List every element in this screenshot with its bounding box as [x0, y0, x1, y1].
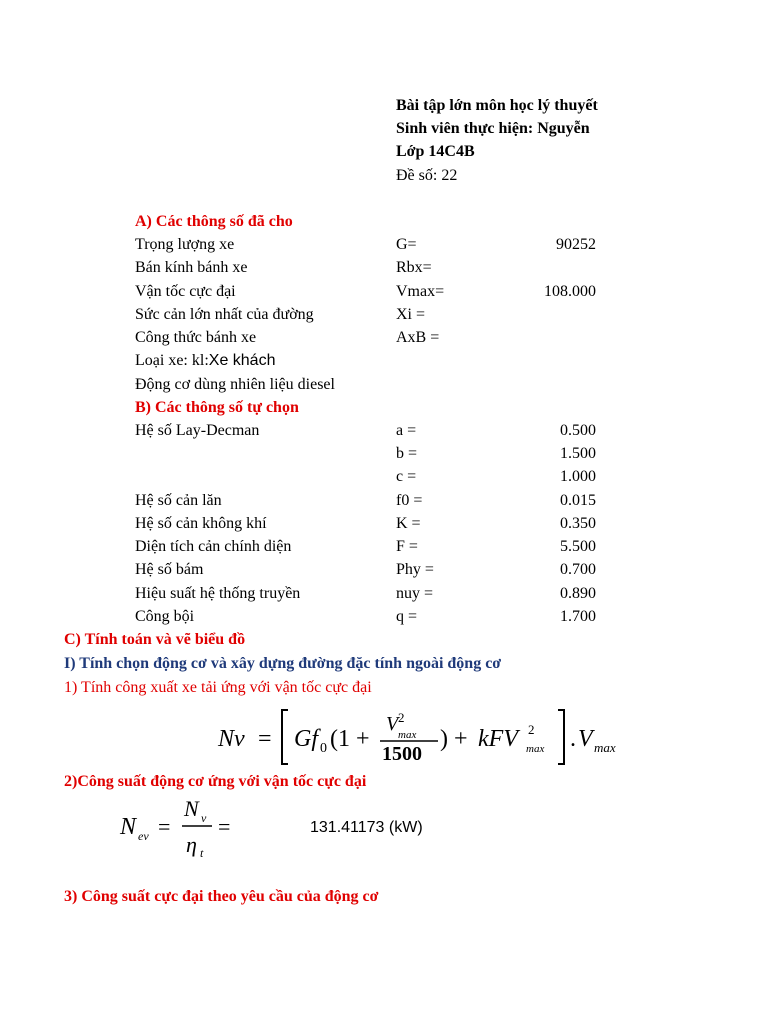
svg-text:Nv: Nv — [218, 726, 245, 752]
vehicle-type-row — [135, 351, 275, 371]
svg-text:1500: 1500 — [382, 743, 422, 765]
header-problem-number: Đề số: 22 — [396, 167, 458, 184]
svg-text:=: = — [258, 726, 272, 752]
param-value: 1.000 — [560, 468, 596, 485]
svg-text:(1 +: (1 + — [330, 726, 370, 752]
svg-text:2: 2 — [528, 722, 535, 737]
svg-text:ev: ev — [138, 829, 149, 843]
svg-text:N: N — [184, 796, 199, 821]
param-value: 1.700 — [560, 608, 596, 625]
engine-power-formula — [118, 796, 248, 862]
svg-text:Gf: Gf — [294, 726, 318, 752]
svg-text:N: N — [120, 814, 137, 840]
param-label: Sức cản lớn nhất của đường — [135, 306, 314, 323]
engine-power-result — [310, 818, 423, 838]
param-symbol: c = — [396, 468, 417, 485]
svg-text:=: = — [218, 814, 231, 839]
param-value: 1.500 — [560, 445, 596, 462]
param-label: Vận tốc cực đại — [135, 283, 236, 300]
param-symbol: b = — [396, 445, 418, 462]
param-value: 90252 — [556, 236, 596, 253]
svg-text:η: η — [186, 832, 197, 857]
param-symbol: nuy = — [396, 585, 434, 602]
nev-value: 131.41173 — [310, 819, 385, 836]
header-class: Lớp 14C4B — [396, 143, 475, 160]
nev-unit: (kW) — [388, 819, 423, 836]
svg-text:V: V — [386, 713, 399, 735]
param-symbol: AxB = — [396, 329, 440, 346]
param-label: Hiệu suất hệ thống truyền — [135, 585, 301, 602]
param-label: Hệ số cản lăn — [135, 492, 222, 509]
param-symbol: G= — [396, 236, 417, 253]
param-symbol: q = — [396, 608, 418, 625]
param-symbol: a = — [396, 422, 417, 439]
step-3-title: 3) Công suất cực đại theo yêu cầu của động cơ — [64, 888, 379, 905]
param-value: 0.015 — [560, 492, 596, 509]
svg-text:max: max — [526, 743, 545, 755]
svg-text:kFV: kFV — [478, 726, 518, 752]
param-symbol: F = — [396, 538, 418, 555]
param-value: 108.000 — [544, 283, 596, 300]
param-label: Bán kính bánh xe — [135, 259, 248, 276]
svg-text:) +: ) + — [440, 726, 468, 752]
param-symbol: f0 = — [396, 492, 423, 509]
section-b-title: B) Các thông số tự chọn — [135, 399, 299, 416]
svg-text:0: 0 — [320, 741, 327, 756]
param-value: 0.350 — [560, 515, 596, 532]
section-a-title: A) Các thông số đã cho — [135, 213, 293, 230]
engine-fuel-note: Động cơ dùng nhiên liệu diesel — [135, 376, 335, 393]
param-label: Diện tích cản chính diện — [135, 538, 292, 555]
param-symbol: K = — [396, 515, 421, 532]
header-student: Sinh viên thực hiện: Nguyễn — [396, 120, 590, 137]
param-symbol: Vmax= — [396, 283, 445, 300]
vehicle-type-value: Xe khách — [208, 352, 276, 369]
svg-text:2: 2 — [398, 710, 405, 725]
param-value: 0.700 — [560, 561, 596, 578]
section-c-title: C) Tính toán và vẽ biểu đồ — [64, 631, 246, 648]
param-label: Trọng lượng xe — [135, 236, 235, 253]
svg-text:V: V — [578, 726, 593, 752]
param-symbol: Phy = — [396, 561, 434, 578]
param-label: Hệ số cản không khí — [135, 515, 267, 532]
param-value: 5.500 — [560, 538, 596, 555]
param-symbol: Rbx= — [396, 259, 432, 276]
step-1-title: 1) Tính công xuất xe tải ứng với vận tốc cực đại — [64, 679, 372, 696]
svg-text:v: v — [201, 811, 207, 825]
svg-text:.: . — [570, 726, 576, 752]
header-title: Bài tập lớn môn học lý thuyết — [396, 97, 598, 114]
param-label: Công bội — [135, 608, 195, 625]
param-label: Công thức bánh xe — [135, 329, 257, 346]
svg-text:=: = — [158, 814, 171, 839]
svg-text:t: t — [200, 846, 204, 860]
formula-nv-svg — [210, 700, 768, 775]
svg-text:max: max — [594, 740, 616, 755]
formula-nev-svg — [118, 796, 248, 862]
param-value: 0.890 — [560, 585, 596, 602]
param-label: Hệ số Lay-Decman — [135, 422, 260, 439]
part-1-title: I) Tính chọn động cơ và xây dựng đường đặc tính ngoài động cơ — [64, 655, 502, 672]
param-label: Hệ số bám — [135, 561, 204, 578]
param-symbol: Xi = — [396, 306, 426, 323]
vehicle-type-prefix: Loại xe: kl: — [135, 352, 209, 369]
step-2-title: 2)Công suất động cơ ứng với vận tốc cực đại — [64, 773, 367, 790]
document-header — [396, 96, 606, 191]
svg-text:max: max — [398, 729, 417, 741]
param-value: 0.500 — [560, 422, 596, 439]
power-at-vmax-formula — [210, 700, 768, 775]
